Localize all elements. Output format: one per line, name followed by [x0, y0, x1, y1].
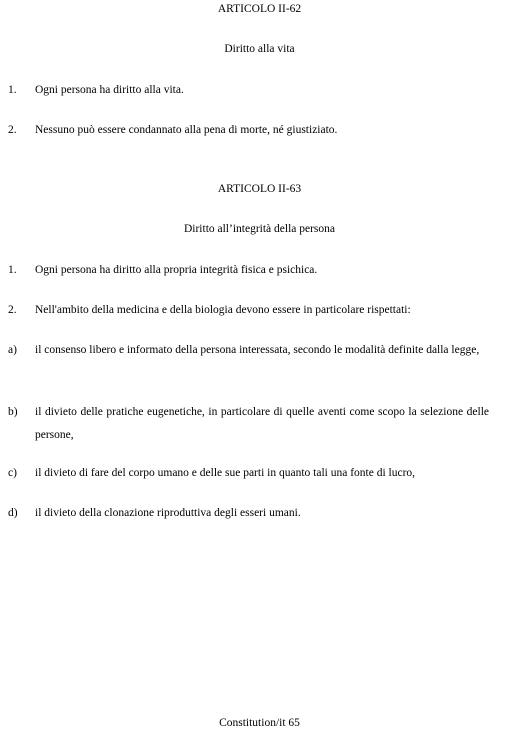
item-text: Nessuno può essere condannato alla pena di morte, né giustiziato. [35, 123, 338, 136]
item-text: il consenso libero e informato della persona interessata, secondo le modalità definite dalla legge, [35, 343, 480, 356]
item-letter: d) [8, 507, 18, 519]
list-item [0, 263, 519, 303]
item-letter: c) [8, 467, 17, 479]
sub-list-item [0, 466, 519, 506]
item-letter: a) [8, 344, 17, 356]
sub-list-item [0, 506, 519, 546]
sub-list-item [0, 343, 519, 395]
list-item [0, 303, 519, 343]
item-text: Ogni persona ha diritto alla propria integrità fisica e psichica. [35, 263, 318, 276]
sub-list-item [0, 405, 519, 457]
item-number: 1. [8, 264, 17, 276]
item-text: Nell'ambito della medicina e della biologia devono essere in particolare rispettati: [35, 303, 411, 316]
article-heading: ARTICOLO II-63 [217, 183, 302, 195]
list-item [0, 123, 519, 163]
article-title: Diritto alla vita [224, 43, 295, 55]
item-text: il divieto della clonazione riproduttiva degli esseri umani. [35, 506, 301, 519]
item-number: 2. [8, 124, 17, 136]
item-letter: b) [8, 406, 18, 418]
list-item [0, 83, 519, 123]
item-text: il divieto di fare del corpo umano e delle sue parti in quanto tali una fonte di lucro, [35, 466, 416, 479]
article-title: Diritto all’integrità della persona [183, 223, 336, 235]
article-heading: ARTICOLO II-62 [217, 3, 302, 15]
item-number: 2. [8, 304, 17, 316]
item-text: Ogni persona ha diritto alla vita. [35, 83, 184, 96]
item-text: il divieto delle pratiche eugenetiche, in particolare di quelle aventi come scopo la selezione delle persone, [35, 405, 489, 441]
page-footer: Constitution/it 65 [219, 717, 300, 729]
item-number: 1. [8, 84, 17, 96]
